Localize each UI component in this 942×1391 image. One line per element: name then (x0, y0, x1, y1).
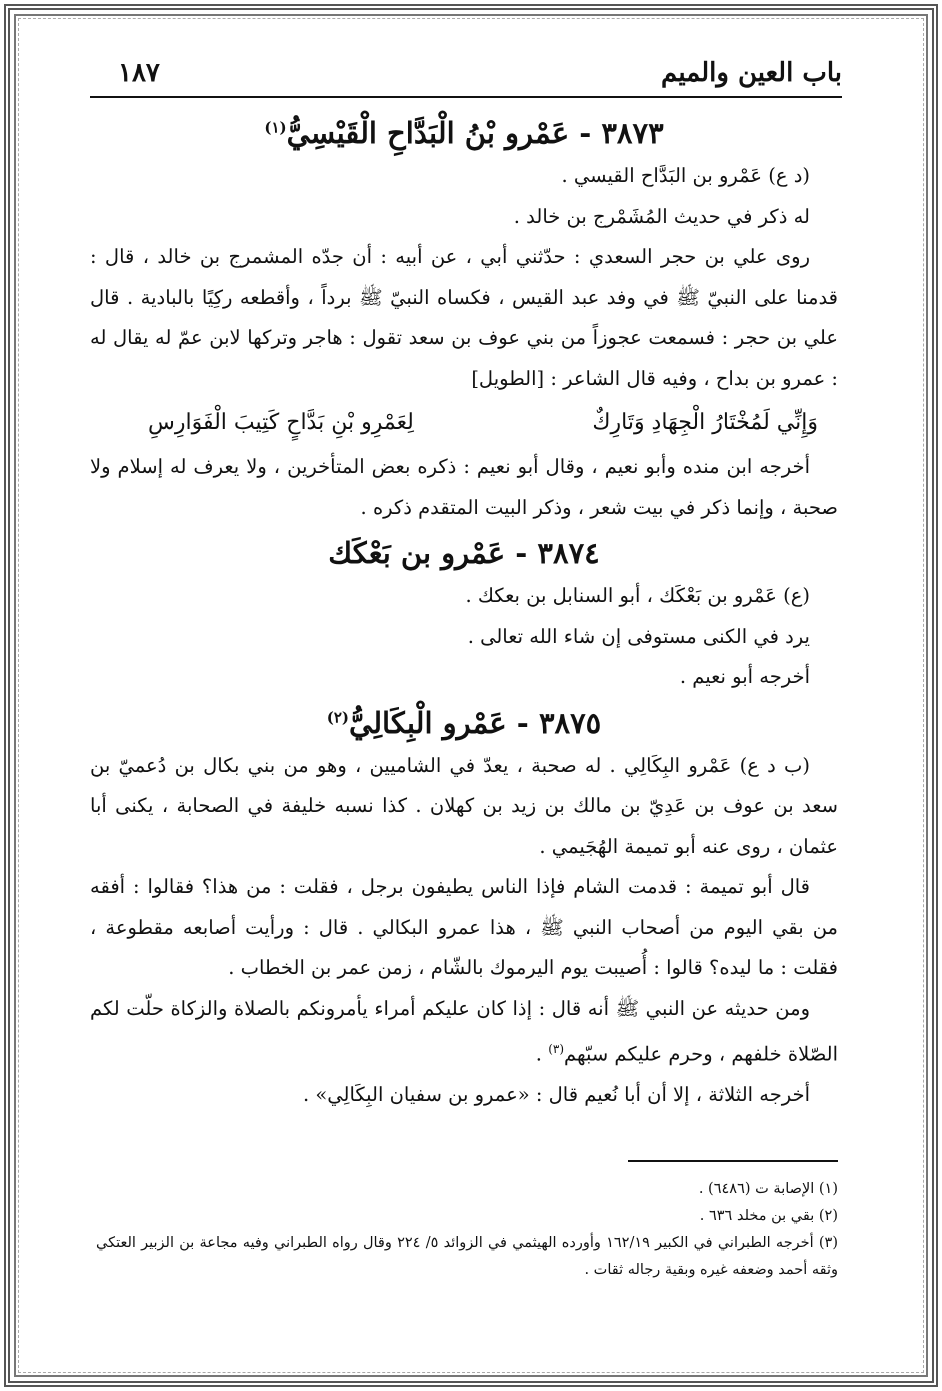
verse-first-hemistich: وَإِنِّي لَمُخْتَارُ الْجِهَادِ وَتَارِكٌ (592, 410, 818, 435)
entry-3875-paragraph-3 (90, 989, 838, 1076)
entry-3874-line-1: (ع) عَمْرو بن بَعْكَك ، أبو السنابل بن بعكك . (465, 584, 810, 607)
footnote-ref-3: (٣) (548, 1042, 565, 1056)
footnote-1: (١) الإصابة ت (٦٤٨٦) . (698, 1181, 838, 1197)
footnote-3: (٣) أخرجه الطبراني في الكبير ١٦٢/١٩ وأورده الهيثمي في الزوائد ٥/ ٢٢٤ وقال رواه الطبراني وفيه مجاعة بن الزبير العتكي وثقه أحمد وضعفه غيره وبقية رجاله ثقات . (96, 1235, 839, 1278)
entry-3873-line-2: له ذكر في حديث المُشَمْرج بن خالد . (513, 204, 810, 228)
entry-3873-line-1: (د ع) عَمْرو بن البَدَّاح القيسي . (561, 164, 810, 187)
footnote-ref-1: (١) (264, 118, 287, 137)
hadith-end: . (535, 1042, 549, 1066)
footnote-2: (٢) بقي بن مخلد ٦٣٦ . (699, 1208, 838, 1224)
entry-3873-paragraph-1: روى علي بن حجر السعدي : حدّثني أبي ، عن أبيه : أن جدّه المشمرج بن خالد ، قال : قدمنا على النبيّ ﷺ في وفد عبد القيس ، فكساه النبيّ ﷺ برداً ، وأقطعه ركِيًا بالبادية . قال علي بن حجر : فسمعت عجوزاً من بني عوف بن سعد تقول : هاجر وتركها لابن عمّ له يقال له : عمرو بن بداح ، وفيه قال الشاعر : [الطويل] (90, 245, 838, 390)
entry-3873-title (90, 116, 838, 150)
poem-verse (90, 399, 838, 447)
entry-3875-heading: ٣٨٧٥ - عَمْرو الْبِكَالِيُّ (349, 705, 602, 740)
entry-3874-heading: ٣٨٧٤ - عَمْرو بن بَعْكَك (328, 536, 600, 570)
footnote-ref-2: (٢) (326, 707, 350, 726)
page-number: ١٨٧ (118, 58, 160, 88)
chapter-title: باب العين والميم (661, 58, 842, 88)
header-rule (90, 96, 842, 98)
entry-3875-paragraph-2: قال أبو تميمة : قدمت الشام فإذا الناس يطيفون برجل ، فقلت : من هذا؟ فقالوا : أفقه من بقي اليوم من أصحاب النبي ﷺ ، هذا عمرو البكالي . قال : ورأيت أصابعه مقطوعة ، فقلت : ما ليده؟ قالوا : أُصيبت يوم اليرموك بالشّام ، زمن عمر بن الخطاب . (90, 875, 838, 979)
verse-second-hemistich: لِعَمْرِو بْنِ بَدَّاحٍ كَتِيبَ الْفَوَارِسِ (148, 410, 414, 435)
running-head (90, 58, 842, 92)
entry-3875-paragraph-1: (ب د ع) عَمْرو البِكَالِي . له صحبة ، يعدّ في الشاميين ، وهو من بني بكال بن دُعميّ بن سعد بن عوف بن عَدِيّ بن مالك بن زيد بن كهلان . كذا نسبه خليفة في الصحابة ، يكنى أبا عثمان ، روى عنه أبو تميمة الهُجَيمي . (90, 753, 838, 858)
page-body (90, 108, 838, 1116)
entry-3873-paragraph-2: أخرجه ابن منده وأبو نعيم ، وقال أبو نعيم : ذكره بعض المتأخرين ، ولا يعرف له إسلام ولا صحبة ، وإنما ذكر في بيت شعر ، وذكر البيت المتقدم ذكره . (90, 455, 838, 519)
footnotes (96, 1176, 838, 1284)
entry-3874-line-3: أخرجه أبو نعيم . (679, 665, 810, 688)
entry-3874-line-2: يرد في الكنى مستوفى إن شاء الله تعالى . (467, 624, 810, 648)
entry-3875-title (90, 706, 838, 740)
footnote-rule (628, 1160, 838, 1162)
entry-3873-heading: ٣٨٧٣ - عَمْرو بْنُ الْبَدَّاحِ الْقَيْسِيُّ (286, 116, 664, 150)
entry-3874-title (90, 536, 838, 570)
entry-3875-paragraph-4: أخرجه الثلاثة ، إلا أن أبا نُعيم قال : «عمرو بن سفيان البِكَالِي» . (302, 1083, 810, 1106)
hadith-text: ومن حديثه عن النبي ﷺ أنه قال : إذا كان عليكم أمراء يأمرونكم بالصلاة والزكاة حلّت لكم الصّلاة خلفهم ، وحرم عليكم سبّهم (90, 996, 838, 1066)
